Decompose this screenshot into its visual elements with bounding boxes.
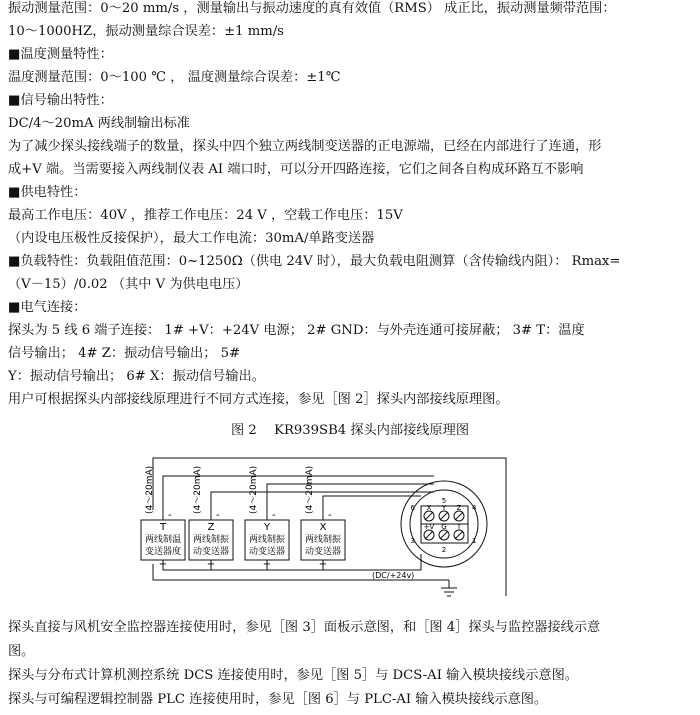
- terminal-letter: T: [456, 523, 462, 531]
- terminal-number: 1: [472, 537, 477, 545]
- minus-sign: -: [328, 510, 332, 521]
- figure-caption: 图 2 KR939SB4 探头内部接线原理图: [230, 423, 470, 438]
- transmitter-label: 两线制振: [248, 535, 286, 545]
- terminal-letter: G: [441, 523, 447, 531]
- transmitter-letter: Z: [207, 522, 215, 533]
- section-heading: ■供电特性：: [8, 185, 87, 200]
- terminal-number: 6: [410, 504, 415, 512]
- transmitter-label: 动变送器: [192, 547, 230, 557]
- minus-sign: -: [216, 510, 220, 521]
- transmitter-label: 两线制振: [192, 535, 230, 545]
- text-line: 为了减少探头接线端子的数量，探头中四个独立两线制变送器的正电源端，已经在内部进行了连通，形: [8, 139, 602, 154]
- text-line: 最高工作电压：40V ，推荐工作电压：24 V ，空载工作电压：15V: [8, 208, 403, 223]
- minus-sign: -: [168, 510, 172, 521]
- text-line: Y：振动信号输出； 6# X：振动信号输出。: [8, 369, 265, 384]
- text-line: 信号输出； 4# Z：振动信号输出； 5#: [8, 346, 241, 361]
- wiring-diagram: [0, 446, 700, 606]
- section-heading: ■负载特性：负载阻值范围：0~1250Ω（供电 24V 时），最大负载电阻测算（含传输线内阻）： Rmax=: [8, 254, 621, 269]
- plus-sign: +: [262, 559, 272, 570]
- transmitter-label: 变送器度: [144, 547, 182, 557]
- terminal-letter: Z: [456, 504, 462, 512]
- text-line: （内设电压极性反接保护），最大工作电流：30mA/单路变送器: [8, 231, 375, 246]
- plus-sign: +: [318, 559, 328, 570]
- transmitter-label: 两线制振: [304, 535, 342, 545]
- text-line: 10～1000HZ，振动测量综合误差：±1 mm/s: [8, 24, 284, 39]
- text-line: 成+V 端。当需要接入两线制仪表 AI 端口时，可以分开四路连接，它们之间各自构成环路互不影响: [8, 162, 584, 177]
- transmitter-label: 动变送器: [304, 547, 342, 557]
- text-line: 用户可根据探头内部接线原理进行不同方式连接，参见［图 2］探头内部接线原理图。: [8, 392, 509, 407]
- terminal-number: 5: [441, 497, 447, 505]
- text-line: （V－15）/0.02 （其中 V 为供电电压）: [8, 277, 249, 292]
- text-line: 温度测量范围：0～100 ℃ ， 温度测量综合误差：±1℃: [8, 70, 341, 85]
- current-label: (4～20mA): [145, 465, 155, 514]
- text-line: 探头与分布式计算机测控系统 DCS 连接使用时，参见［图 5］与 DCS-AI 输入模块接线示意图。: [8, 668, 578, 683]
- section-heading: ■电气连接：: [8, 300, 87, 315]
- terminal-letter: Y: [441, 504, 447, 512]
- transmitter-letter: X: [319, 522, 327, 533]
- transmitter-letter: T: [159, 522, 167, 533]
- text-line: 探头直接与风机安全监控器连接使用时，参见［图 3］面板示意图，和［图 4］探头与监控器接线示意: [8, 620, 601, 635]
- minus-sign: -: [272, 510, 276, 521]
- terminal-letter: X: [426, 504, 432, 512]
- transmitter-label: 两线制温: [144, 535, 182, 545]
- transmitter-label: 动变送器: [248, 547, 286, 557]
- terminal-number: 2: [441, 546, 447, 554]
- current-label: (4～20mA): [193, 465, 203, 514]
- plus-sign: +: [206, 559, 216, 570]
- section-heading: ■温度测量特性：: [8, 47, 113, 62]
- supply-label: (DC/+24v): [372, 571, 415, 580]
- current-label: (4～20mA): [249, 465, 259, 514]
- text-line: DC/4～20mA 两线制输出标准: [8, 116, 190, 131]
- text-line: 探头与可编程逻辑控制器 PLC 连接使用时，参见［图 6］与 PLC-AI 输入模块接线示意图。: [8, 692, 548, 707]
- terminal-number: 3: [410, 537, 415, 545]
- current-label: (4～20mA): [305, 465, 315, 514]
- terminal-letter: +V: [423, 523, 435, 531]
- transmitter-letter: Y: [263, 522, 271, 533]
- text-line: 探头为 5 线 6 端子连接： 1# +V：+24V 电源； 2# GND：与外壳连通可接屏蔽； 3# T：温度: [8, 323, 585, 338]
- terminal-number: 4: [472, 504, 477, 512]
- text-line: 振动测量范围：0～20 mm/s ，测量输出与振动速度的真有效值（RMS） 成正比，振动测量频带范围：: [8, 1, 616, 16]
- text-line: 图。: [8, 644, 35, 659]
- plus-sign: +: [158, 559, 168, 570]
- section-heading: ■信号输出特性：: [8, 93, 113, 108]
